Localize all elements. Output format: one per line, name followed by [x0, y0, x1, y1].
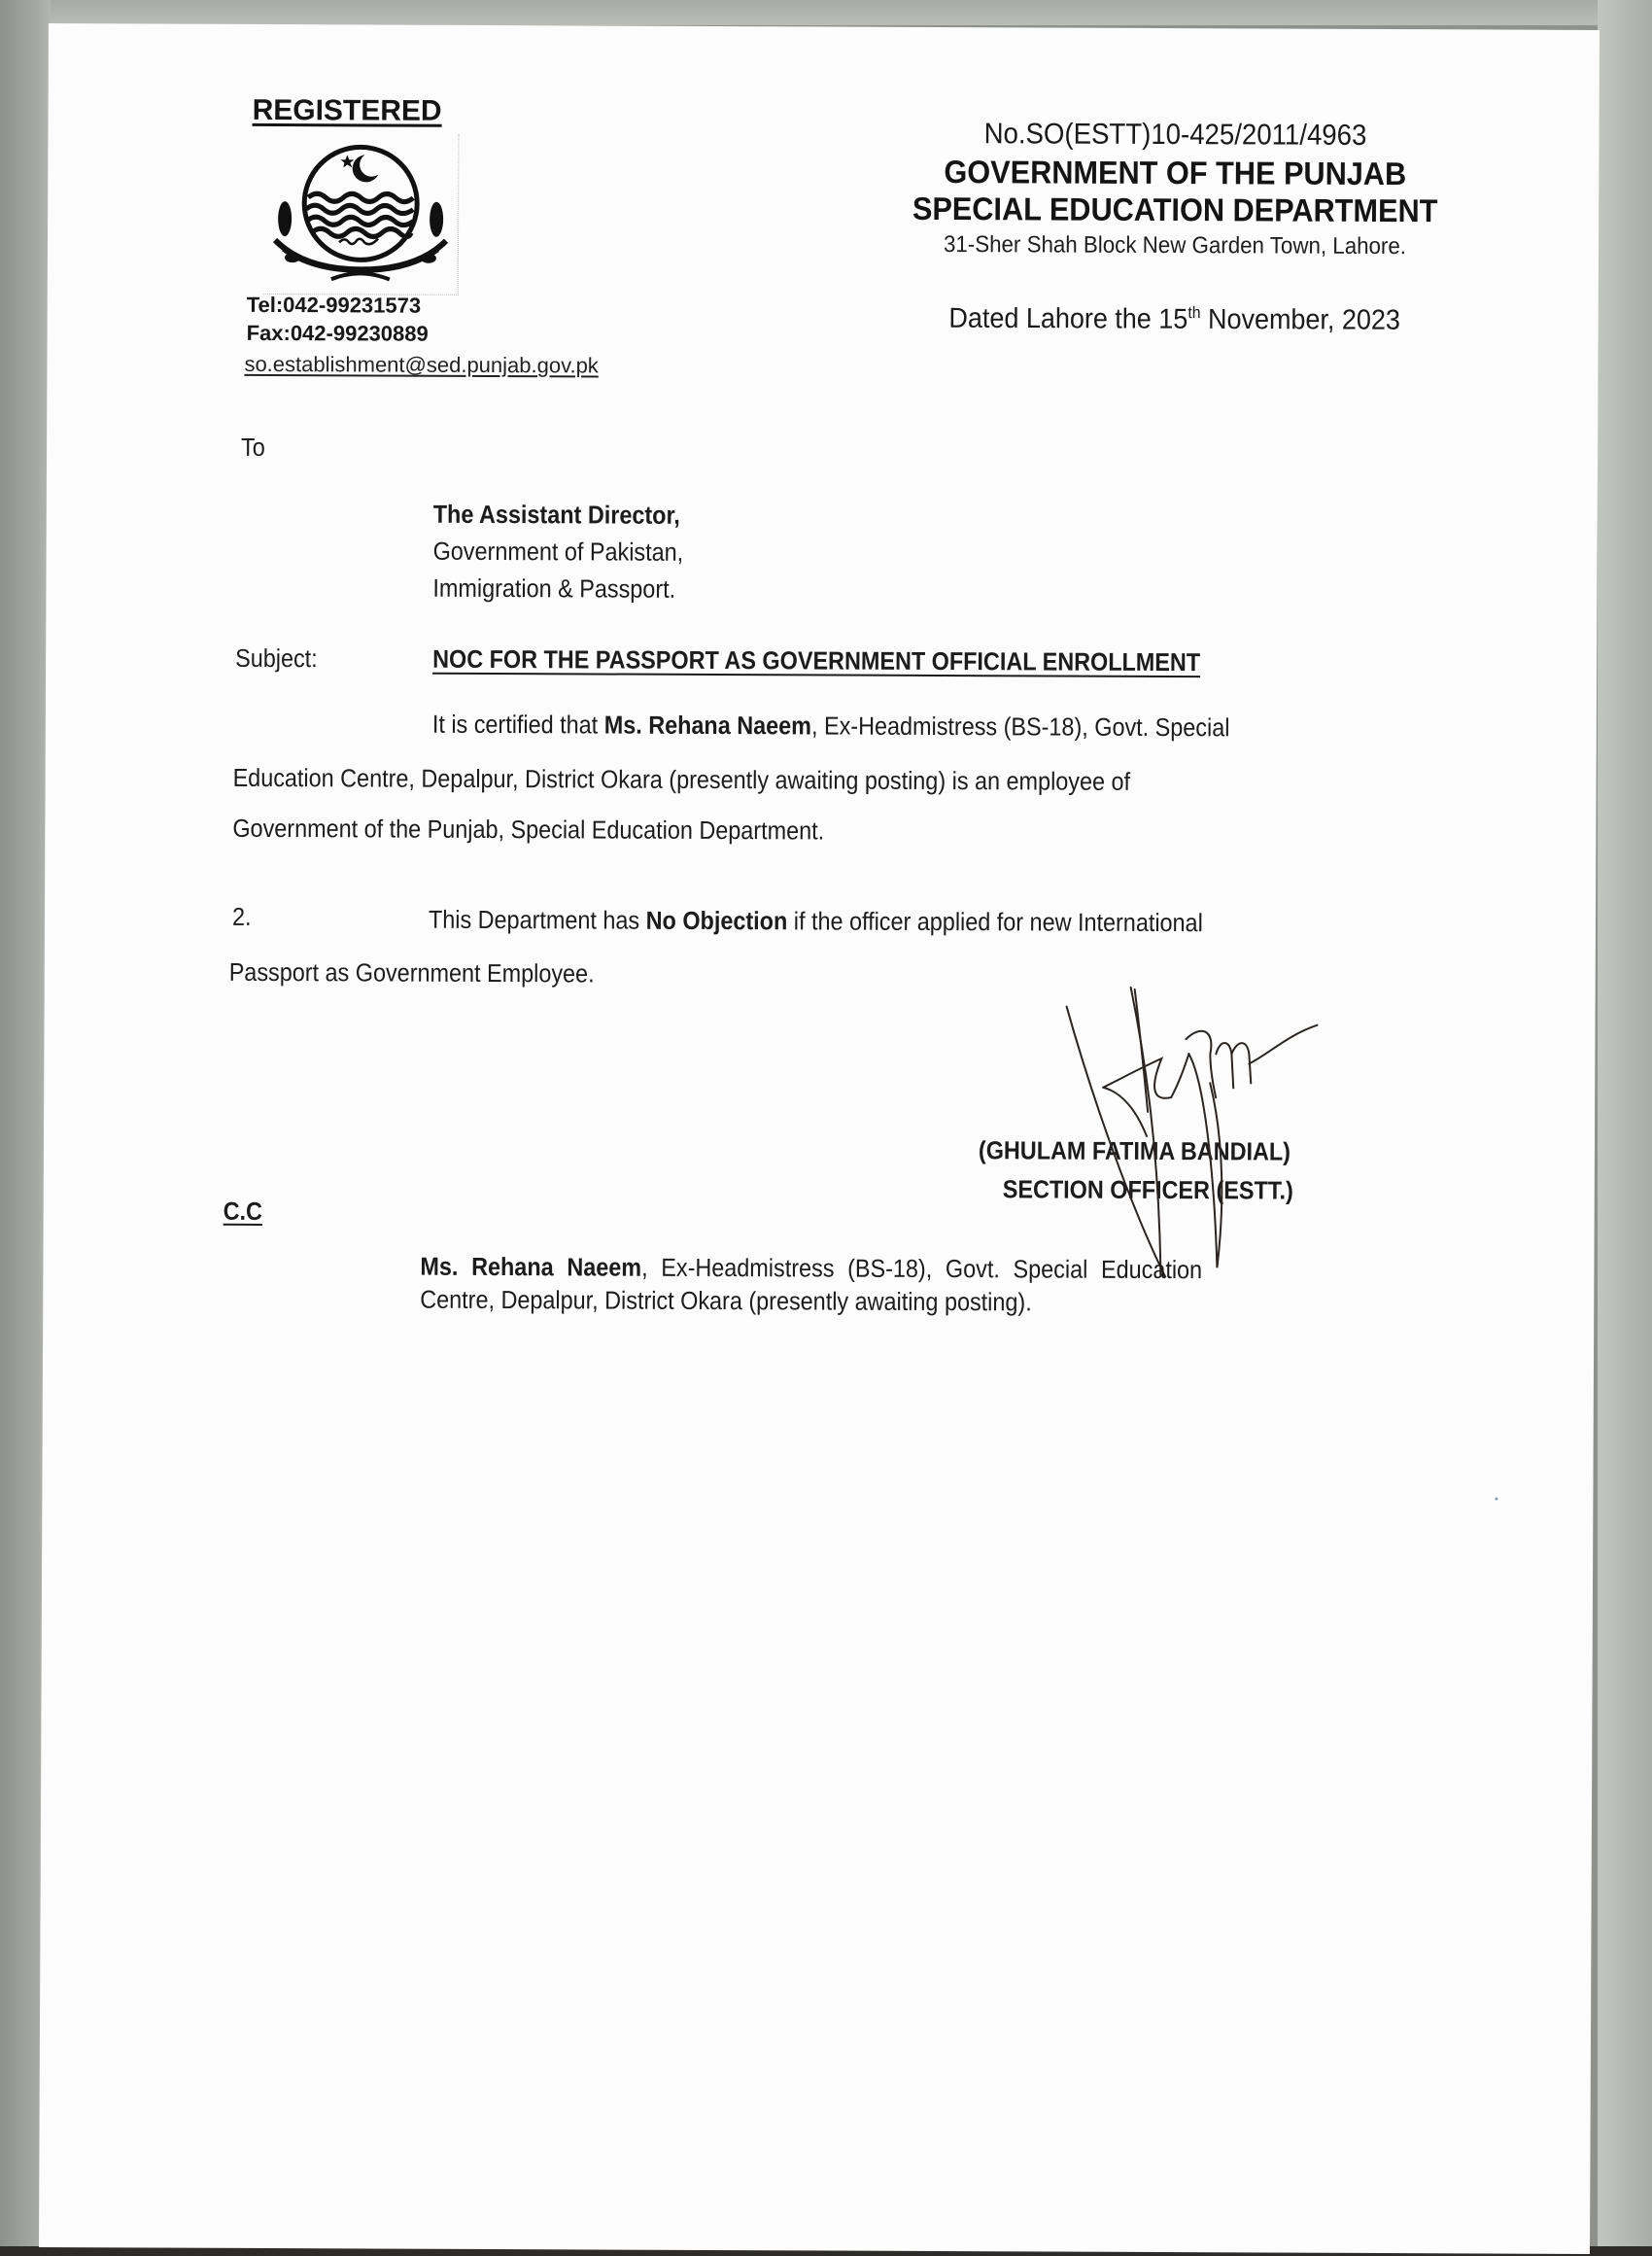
p1-text: It is certified that — [431, 709, 604, 740]
punjab-emblem-icon — [263, 133, 459, 295]
scanner-edge-top — [0, 0, 1652, 25]
cc-text: , Ex-Headmistress (BS-18), Govt. Special Education — [641, 1252, 1203, 1285]
paragraph-1-line-2: Education Centre, Depalpur, District Okara (presently awaiting posting) is an employee of — [232, 762, 1131, 796]
paragraph-2-line-1 — [429, 905, 1203, 938]
government-heading: GOVERNMENT OF THE PUNJAB — [944, 154, 1407, 192]
p1-text: , Ex-Headmistress (BS-18), Govt. Special — [810, 711, 1230, 743]
paragraph-1-line-3: Government of the Punjab, Special Education Department. — [232, 813, 825, 846]
subject-text: NOC FOR THE PASSPORT AS GOVERNMENT OFFICIAL ENROLLMENT — [432, 643, 1201, 677]
scan-speck — [1495, 1498, 1497, 1501]
paragraph-1-line-1 — [432, 710, 1230, 744]
letter-date — [849, 302, 1500, 338]
email-link[interactable]: so.establishment@sed.punjab.gov.pk — [244, 351, 599, 378]
p2-text: if the officer applied for new International — [787, 906, 1203, 938]
fax-number: Fax:042-99230889 — [246, 320, 429, 346]
recipient-line-1: The Assistant Director, — [432, 499, 680, 530]
signatory-name: (GHULAM FATIMA BANDIAL) — [978, 1135, 1291, 1166]
department-heading: SPECIAL EDUCATION DEPARTMENT — [912, 190, 1438, 229]
telephone-number: Tel:042-99231573 — [246, 292, 422, 318]
reference-number: No.SO(ESTT)10-425/2011/4963 — [983, 118, 1367, 152]
p2-text: This Department has — [428, 904, 646, 935]
date-suffix: November, 2023 — [1200, 303, 1401, 336]
handwritten-signature-icon — [1024, 985, 1346, 1277]
cc-line-1 — [420, 1252, 1202, 1286]
cc-line-2: Centre, Depalpur, District Okara (presently awaiting posting). — [420, 1284, 1032, 1317]
registered-label: REGISTERED — [252, 93, 442, 127]
cc-label: C.C — [223, 1196, 263, 1226]
employee-name: Ms. Rehana Naeem — [603, 710, 812, 741]
to-label: To — [241, 432, 265, 462]
cc-employee-name: Ms. Rehana Naeem — [420, 1251, 642, 1282]
paragraph-2-line-2: Passport as Government Employee. — [228, 956, 595, 989]
date-prefix: Dated Lahore the 15 — [948, 302, 1188, 335]
department-address: 31-Sher Shah Block New Garden Town, Lahore. — [943, 231, 1407, 260]
signatory-title: SECTION OFFICER (ESTT.) — [1002, 1174, 1293, 1205]
letter-page — [39, 23, 1600, 2254]
paragraph-2-number: 2. — [231, 901, 252, 931]
recipient-line-2: Government of Pakistan, — [432, 536, 684, 567]
recipient-line-3: Immigration & Passport. — [432, 573, 676, 604]
no-objection-emphasis: No Objection — [645, 905, 788, 936]
date-ordinal: th — [1187, 303, 1201, 323]
emblem-frame — [263, 133, 460, 295]
scanner-edge-right — [1598, 0, 1652, 2256]
subject-label: Subject: — [235, 642, 318, 674]
